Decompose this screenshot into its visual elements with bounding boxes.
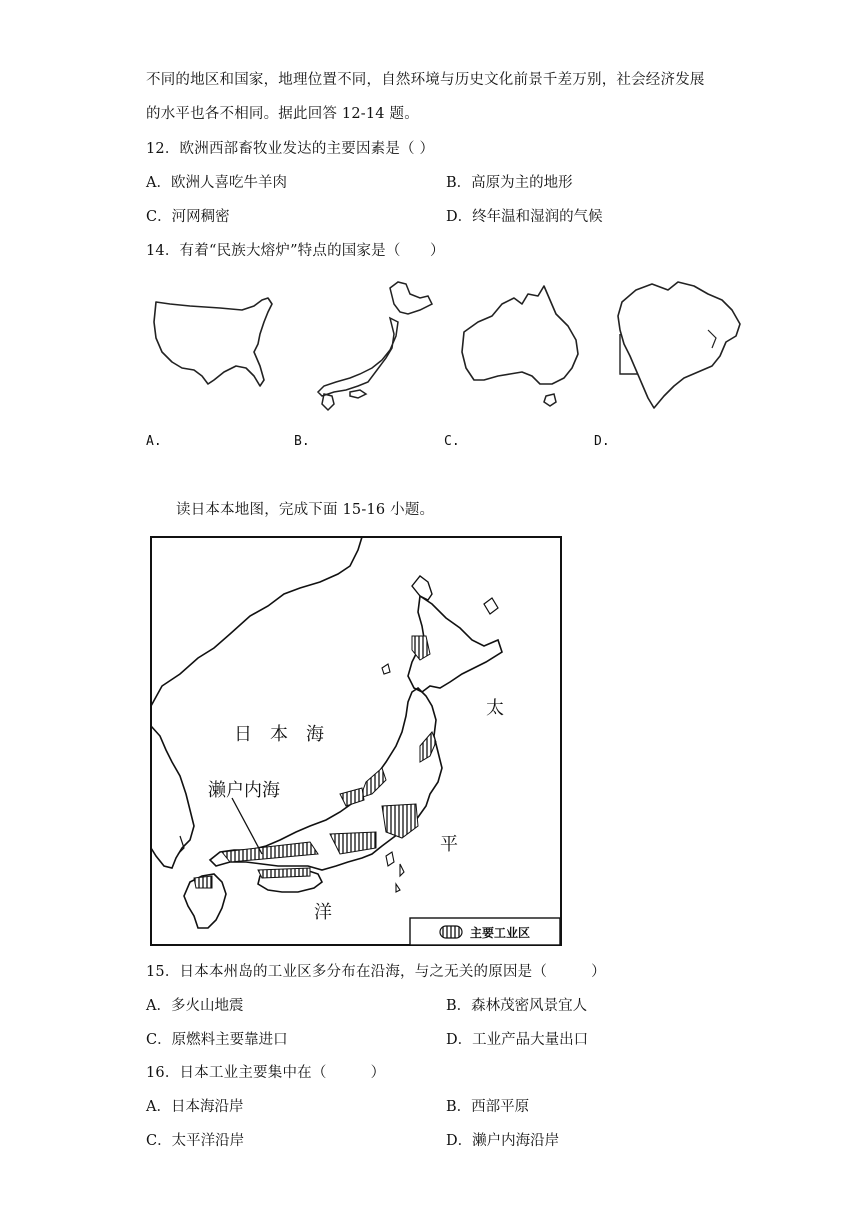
question-16-option-a: A．日本海沿岸 [146,1099,244,1115]
australia-outline-map [456,280,588,415]
question-12-option-d: D．终年温和湿润的气候 [446,209,603,225]
intro-line-2: 的水平也各不相同。据此回答 12-14 题。 [146,106,419,122]
question-14-stem: 14．有着“民族大熔炉”特点的国家是（ ） [146,243,445,259]
question-16-option-d: D．濑户内海沿岸 [446,1133,560,1149]
question-12-stem: 12．欧洲西部畜牧业发达的主要因素是（ ） [146,141,435,157]
question-14-option-d: D. [594,434,610,449]
pacific-label-yang: 洋 [314,902,332,923]
seto-inland-sea-label: 濑户内海 [208,780,280,801]
japan-outline-map [310,278,442,413]
middle-east-outline-map [612,274,750,414]
question-16-option-c: C．太平洋沿岸 [146,1133,245,1149]
map-instruction: 读日本本地图，完成下面 15-16 小题。 [176,502,435,518]
question-14-option-c: C. [444,434,460,449]
question-15-option-c: C．原燃料主要靠进口 [146,1032,288,1048]
question-14-option-a: A. [146,434,162,449]
question-15-option-a: A．多火山地震 [146,998,244,1014]
pacific-label-tai: 太 [486,698,504,719]
legend-label: 主要工业区 [470,926,531,940]
intro-line-1: 不同的地区和国家，地理位置不同，自然环境与历史文化前景千差万别，社会经济发展 [146,72,705,88]
question-15-option-b: B．森林茂密风景宜人 [446,998,588,1014]
question-12-option-a: A．欧洲人喜吃牛羊肉 [146,175,287,191]
sea-of-japan-label: 日 本 海 [234,724,324,745]
question-15-stem: 15．日本本州岛的工业区多分布在沿海，与之无关的原因是（ ） [146,964,606,980]
question-12-option-b: B．高原为主的地形 [446,175,573,191]
industrial-zone-legend-icon [440,926,462,938]
pacific-label-ping: 平 [440,834,458,855]
question-15-option-d: D．工业产品大量出口 [446,1032,589,1048]
japan-industrial-map [150,536,562,946]
question-14-option-b: B. [294,434,310,449]
question-16-stem: 16．日本工业主要集中在（ ） [146,1065,386,1081]
question-12-option-c: C．河网稠密 [146,209,230,225]
question-16-option-b: B．西部平原 [446,1099,530,1115]
usa-outline-map [150,290,282,395]
